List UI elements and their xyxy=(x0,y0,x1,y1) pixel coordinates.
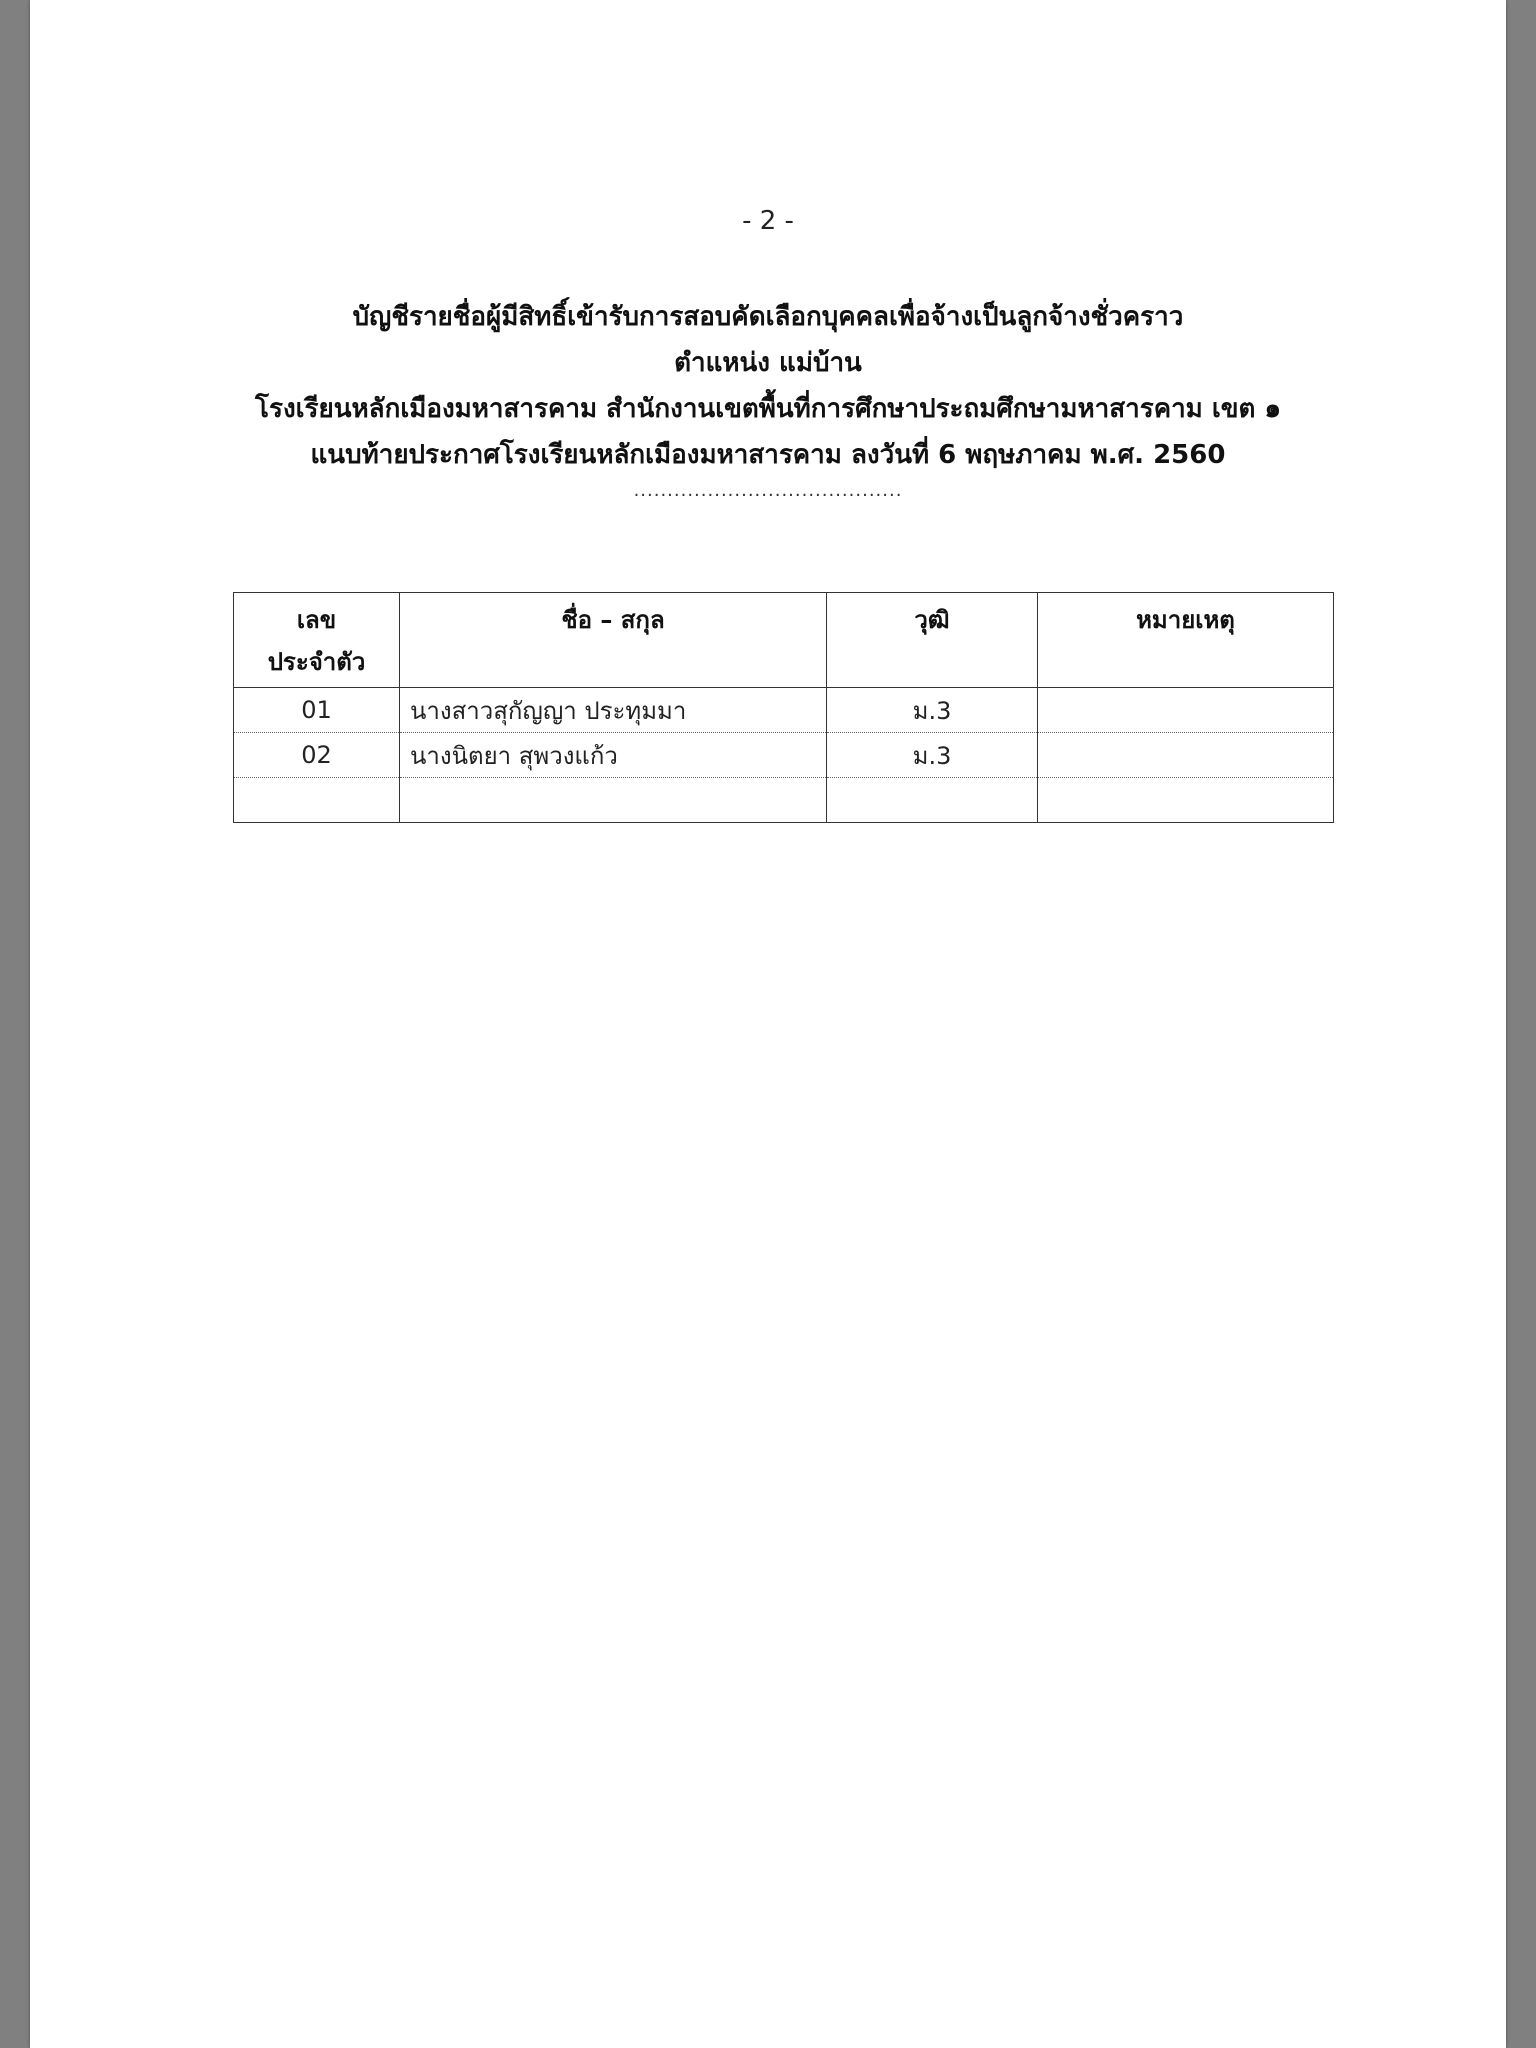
page-number: - 2 - xyxy=(742,206,794,236)
cell-id: 02 xyxy=(234,733,400,778)
cell-name xyxy=(400,778,827,823)
header-qualification: วุฒิ xyxy=(827,593,1038,688)
header-id xyxy=(234,593,400,688)
cell-remark xyxy=(1038,778,1334,823)
title-line-3-school: โรงเรียนหลักเมืองมหาสารคาม สำนักงานเขตพื้นที่การศึกษาประถมศึกษามหาสารคาม เขต ๑ xyxy=(255,394,1281,424)
cell-remark xyxy=(1038,688,1334,733)
title-line-4-announcement: แนบท้ายประกาศโรงเรียนหลักเมืองมหาสารคาม ลงวันที่ 6 พฤษภาคม พ.ศ. 2560 xyxy=(310,440,1226,470)
cell-qualification: ม.3 xyxy=(827,733,1038,778)
header-name: ชื่อ – สกุล xyxy=(400,593,827,688)
cell-id: 01 xyxy=(234,688,400,733)
cell-qualification: ม.3 xyxy=(827,688,1038,733)
cell-name: นางนิตยา สุพวงแก้ว xyxy=(400,733,827,778)
candidate-table xyxy=(233,592,1334,823)
cell-qualification xyxy=(827,778,1038,823)
title-line-1: บัญชีรายชื่อผู้มีสิทธิ์เข้ารับการสอบคัดเลือกบุคคลเพื่อจ้างเป็นลูกจ้างชั่วคราว xyxy=(352,302,1184,332)
table-row xyxy=(234,688,1334,733)
dotted-separator: ........................................ xyxy=(633,480,903,501)
document-page xyxy=(30,0,1506,2048)
table-header-row xyxy=(234,593,1334,688)
table-row xyxy=(234,778,1334,823)
header-id-line-1: เลข xyxy=(296,606,337,634)
table-row xyxy=(234,733,1334,778)
title-line-2-position: ตำแหน่ง แม่บ้าน xyxy=(674,348,862,378)
cell-remark xyxy=(1038,733,1334,778)
cell-id xyxy=(234,778,400,823)
header-id-line-2: ประจำตัว xyxy=(267,648,366,676)
header-remark: หมายเหตุ xyxy=(1038,593,1334,688)
cell-name: นางสาวสุกัญญา ประทุมมา xyxy=(400,688,827,733)
